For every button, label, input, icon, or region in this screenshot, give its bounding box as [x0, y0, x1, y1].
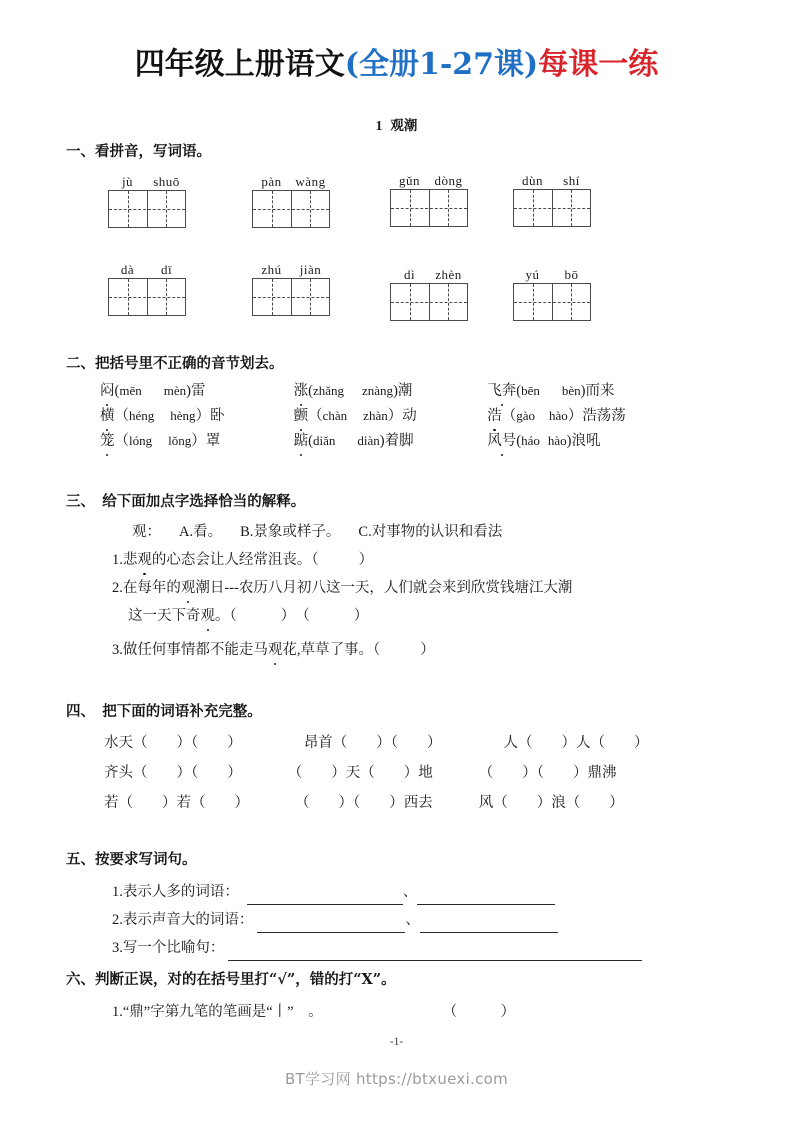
answer-underline[interactable]	[228, 945, 642, 961]
lesson-number: 1	[375, 118, 383, 133]
word-blank-item[interactable]: 水天（ ）（ ）	[104, 735, 242, 751]
section-5-heading: 五、按要求写词句。	[66, 851, 197, 868]
bracket-close: ）	[567, 408, 583, 424]
pinyin-option[interactable]: mèn	[163, 383, 187, 398]
section-3-heading: 三、 给下面加点字选择恰当的解释。	[66, 493, 306, 510]
pinyin-option[interactable]: chàn	[322, 408, 348, 423]
dotted-character: 风号	[487, 429, 516, 454]
tianzige-box[interactable]	[252, 278, 330, 316]
pinyin-label	[252, 261, 330, 278]
pinyin-label	[108, 173, 186, 190]
pinyin-option[interactable]: zhǎng	[312, 383, 345, 398]
choice-item[interactable]	[294, 428, 484, 454]
word-blank-item[interactable]: 人（ ）人（ ）	[503, 735, 649, 751]
pinyin-option[interactable]: diàn	[357, 433, 380, 448]
pinyin-label	[390, 172, 468, 189]
bracket-open: （	[114, 408, 129, 424]
choice-item[interactable]	[487, 428, 600, 454]
page-title	[0, 48, 793, 81]
bracket-close: ）	[195, 408, 211, 424]
bracket-open: （	[114, 433, 129, 449]
choice-suffix: 动	[402, 408, 417, 424]
site-watermark: BT学习网 https://btxuexi.com	[284, 1070, 509, 1088]
section-2-heading: 二、把括号里不正确的音节划去。	[66, 355, 284, 372]
choice-suffix: 罩	[205, 433, 221, 449]
tianzige-cell-1	[108, 173, 186, 228]
choice-row	[100, 428, 626, 453]
bracket-open: (	[114, 383, 120, 399]
pinyin-syllable: wàng	[295, 174, 326, 189]
item-label: 写一个比喻句：	[122, 940, 225, 956]
item-number: 3.	[112, 642, 123, 658]
pinyin-syllable: yú	[525, 267, 540, 282]
pinyin-option[interactable]: znàng	[362, 383, 394, 398]
tianzige-cell-6	[252, 261, 330, 316]
bracket-open: （	[308, 408, 323, 424]
choice-suffix: 浩荡荡	[582, 408, 626, 424]
pinyin-syllable: shuō	[153, 174, 180, 189]
section-4-heading: 四、 把下面的词语补充完整。	[66, 703, 262, 720]
dotted-character: 观	[137, 548, 152, 573]
choice-row	[100, 378, 626, 403]
section-5-item-2	[112, 908, 558, 933]
tianzige-box[interactable]	[513, 283, 591, 321]
pinyin-option[interactable]: mēn	[119, 383, 142, 398]
lesson-heading	[0, 114, 793, 134]
bracket-open: (	[308, 383, 313, 399]
dotted-character: 闷	[100, 379, 115, 404]
tianzige-cell-5	[108, 261, 186, 316]
pinyin-syllable: jù	[121, 174, 134, 189]
item-number: 1.	[112, 1004, 123, 1020]
pinyin-option[interactable]: lǒng	[168, 433, 192, 448]
section-5-item-3	[112, 936, 642, 961]
choice-suffix: 潮	[397, 383, 413, 399]
pinyin-option[interactable]: hào	[547, 433, 567, 448]
dotted-character: 飞奔	[487, 379, 516, 404]
section-1-heading: 一、看拼音，写词语。	[66, 143, 211, 160]
item-text: “鼎”字第九笔的笔画是“丨” 。	[122, 1004, 323, 1020]
choice-item[interactable]	[294, 403, 484, 429]
dotted-character: 观	[201, 604, 216, 629]
section-6-heading: 六、判断正误，对的在括号里打“√”，错的打“X”。	[66, 971, 396, 988]
dotted-character: 观	[268, 638, 283, 663]
title-part-blue: (全册1-27课)	[344, 47, 539, 82]
choice-suffix: 卧	[210, 408, 225, 424]
pinyin-syllable: zhèn	[435, 267, 462, 282]
bracket-close: )	[186, 383, 191, 399]
section-3-item-2-line-2: 这一天下奇观。（ ） （ ）	[128, 604, 368, 629]
title-part-red: 每课一练	[538, 47, 659, 82]
word-blank-item[interactable]: 齐头（ ）（ ）	[104, 765, 242, 781]
pinyin-option[interactable]: héng	[129, 408, 155, 423]
item-number: 1.	[112, 552, 123, 568]
meaning-key: 观：	[132, 524, 161, 540]
dotted-character: 踮	[294, 429, 309, 454]
lesson-name: 观潮	[390, 118, 418, 133]
pinyin-label	[513, 266, 591, 283]
section-5-item-1	[112, 880, 555, 905]
bracket-close: )	[393, 383, 398, 399]
pinyin-option[interactable]: diǎn	[312, 433, 336, 448]
bracket-close: ）	[191, 433, 206, 449]
pinyin-option[interactable]: hào	[549, 408, 568, 423]
tianzige-box[interactable]	[108, 190, 186, 228]
item-label: 表示人多的词语：	[122, 884, 239, 900]
tianzige-box[interactable]	[390, 283, 468, 321]
bracket-open: (	[516, 383, 522, 399]
pinyin-syllable: zhú	[261, 262, 282, 277]
section-4-row-2	[104, 760, 617, 786]
dotted-character: 浩	[487, 404, 502, 429]
tianzige-box[interactable]	[108, 278, 186, 316]
dotted-character: 观	[181, 576, 196, 601]
title-part-black: 四年级上册语文	[134, 47, 345, 82]
choice-item[interactable]	[100, 428, 290, 454]
pinyin-label	[108, 261, 186, 278]
pinyin-syllable: dà	[120, 262, 135, 277]
pinyin-option[interactable]: zhàn	[363, 408, 388, 423]
item-number: 2.	[112, 580, 123, 596]
tianzige-cell-7	[390, 266, 468, 321]
dotted-character: 笼	[100, 429, 115, 454]
word-blank-item[interactable]: （ ）（ ）鼎沸	[478, 765, 617, 781]
pinyin-label	[252, 173, 330, 190]
choice-item[interactable]	[294, 378, 484, 404]
item-number: 2.	[112, 912, 123, 928]
pinyin-syllable: dī	[160, 262, 173, 277]
tianzige-box[interactable]	[513, 189, 591, 227]
dotted-character: 颤	[294, 404, 309, 429]
section-4-row-3	[104, 790, 624, 816]
pinyin-option[interactable]: hèng	[170, 408, 196, 423]
pinyin-syllable: dòng	[434, 173, 463, 188]
item-label: 表示声音大的词语：	[122, 912, 254, 928]
dotted-character: 横	[100, 404, 115, 429]
bracket-close: )	[379, 433, 385, 449]
tianzige-cell-2	[252, 173, 330, 228]
choice-suffix: 雷	[190, 383, 206, 399]
tianzige-box[interactable]	[390, 189, 468, 227]
separator: 、	[402, 884, 418, 900]
section-3-item-2-line-1: 2.在每年的观潮日---农历八月初八这一天，人们就会来到欣赏钱塘江大潮	[112, 576, 572, 601]
pinyin-syllable: dì	[403, 267, 416, 282]
judgement-bracket[interactable]: （ ）	[442, 1004, 516, 1020]
choice-suffix: 而来	[585, 383, 615, 399]
word-blank-item[interactable]: 昂首（ ）（ ）	[303, 735, 442, 751]
pinyin-option[interactable]: bèn	[561, 383, 581, 398]
tianzige-box[interactable]	[252, 190, 330, 228]
bracket-open: （	[501, 408, 517, 424]
section-3-item-1: 1.悲观的心态会让人经常沮丧。（ ）	[112, 548, 373, 573]
item-number: 3.	[112, 940, 123, 956]
tianzige-cell-4	[513, 172, 591, 227]
separator: 、	[405, 912, 420, 928]
word-blank-item[interactable]: （ ）（ ）西去	[295, 795, 433, 811]
word-blank-item[interactable]: 若（ ）若（ ）	[104, 795, 249, 811]
pinyin-syllable: bō	[564, 267, 579, 282]
pinyin-option[interactable]: háo	[521, 433, 540, 448]
choice-item[interactable]	[100, 403, 290, 429]
meaning-option-c[interactable]: C.对事物的认识和看法	[358, 524, 503, 540]
bracket-close: )	[566, 433, 572, 449]
pinyin-label	[390, 266, 468, 283]
bracket-close: )	[580, 383, 586, 399]
word-blank-item[interactable]: 风（ ）浪（ ）	[478, 795, 624, 811]
answer-underline[interactable]	[420, 917, 558, 933]
choice-row	[100, 403, 626, 428]
pinyin-option[interactable]: bēn	[521, 383, 540, 398]
bracket-open: (	[516, 433, 522, 449]
answer-underline[interactable]	[247, 889, 403, 905]
item-number: 1.	[112, 884, 123, 900]
meaning-option-a[interactable]: A.看。	[179, 524, 223, 540]
word-blank-item[interactable]: （ ）天（ ）地	[287, 765, 433, 781]
pinyin-syllable: shí	[563, 173, 580, 188]
choice-suffix: 着脚	[384, 433, 414, 449]
tianzige-cell-3	[390, 172, 468, 227]
pinyin-syllable: pàn	[261, 174, 282, 189]
section-4-row-1	[104, 730, 649, 756]
pinyin-label	[513, 172, 591, 189]
pinyin-option[interactable]: gào	[516, 408, 536, 423]
section-2-body	[100, 378, 626, 453]
answer-underline[interactable]	[417, 889, 555, 905]
dotted-character: 涨	[294, 379, 309, 404]
tianzige-cell-8	[513, 266, 591, 321]
section-3-options	[132, 520, 502, 545]
choice-item[interactable]	[487, 378, 614, 404]
pinyin-syllable: gǔn	[399, 173, 420, 188]
answer-underline[interactable]	[257, 917, 405, 933]
bracket-close: ）	[387, 408, 403, 424]
choice-suffix: 浪吼	[571, 433, 601, 449]
meaning-option-b[interactable]: B.景象或样子。	[240, 524, 341, 540]
choice-item[interactable]	[100, 378, 290, 404]
section-6-item-1	[112, 1000, 515, 1025]
bracket-open: (	[308, 433, 313, 449]
pinyin-option[interactable]: lóng	[129, 433, 153, 448]
page-number: -1-	[389, 1036, 404, 1048]
section-3-item-3: 3.做任何事情都不能走马观花,草草了事。（ ）	[112, 638, 435, 663]
choice-item[interactable]	[487, 403, 626, 429]
pinyin-syllable: dùn	[522, 173, 543, 188]
pinyin-syllable: jiàn	[299, 262, 322, 277]
